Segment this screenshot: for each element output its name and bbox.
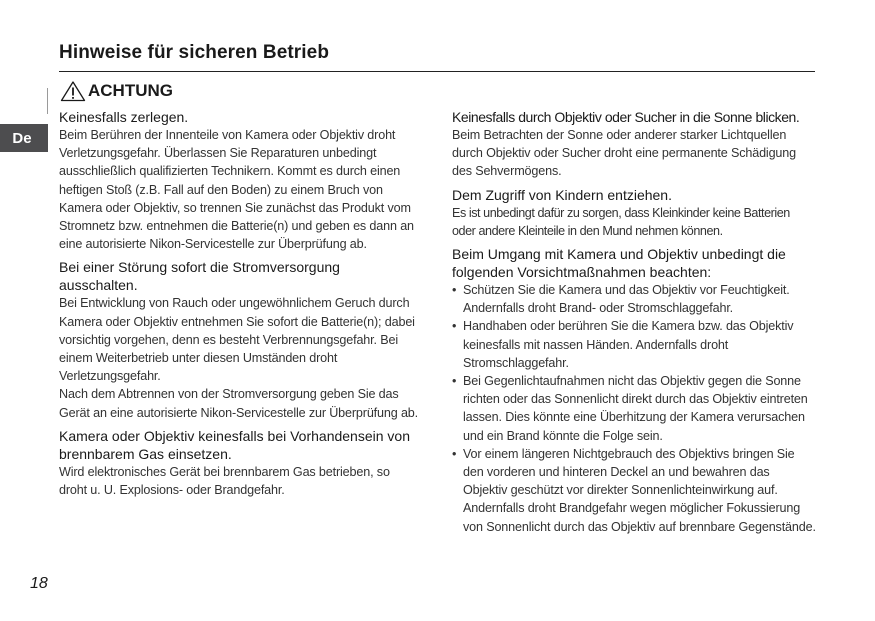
- page-title: Hinweise für sicheren Betrieb: [59, 42, 330, 63]
- list-item: • Bei Gegenlichtaufnahmen nicht das Objektiv gegen die Sonne richten oder das Sonnenlicht direkt durch das Objektiv eintreten lassen. Dies könnte eine Überhitzung der Kamera verursachen und ein Brand könnte die Folge sein.: [452, 372, 816, 445]
- section-sun: [452, 108, 816, 181]
- warning-triangle-icon: [60, 80, 86, 102]
- section-power-off: [59, 258, 421, 421]
- section-text: Beim Betrachten der Sonne oder anderer starker Lichtquellen durch Objektiv oder Sucher droht eine permanente Schädigung des Sehvermögens.: [452, 128, 796, 179]
- title-divider: [59, 71, 815, 72]
- section-heading: Keinesfalls zerlegen.: [59, 109, 189, 125]
- section-heading: Kamera oder Objektiv keinesfalls bei Vorhandensein von brennbarem Gas einsetzen.: [59, 427, 410, 462]
- list-item: • Vor einem längeren Nichtgebrauch des Objektivs bringen Sie den vorderen und hinteren Deckel an und bewahren das Objektiv geschützt vor direkter Sonnenlichteinwirkung auf. Andernfalls droht Brandgefahr wegen möglicher Fokussierung von Sonnenlicht durch das Objektiv auf brennbare Gegenstände.: [452, 445, 816, 536]
- right-column: [452, 108, 816, 536]
- section-heading: Keinesfalls durch Objektiv oder Sucher in die Sonne blicken.: [452, 109, 800, 125]
- language-tab: De: [0, 124, 48, 152]
- section-heading: Beim Umgang mit Kamera und Objektiv unbedingt die folgenden Vorsichtmaßnahmen beachten:: [452, 246, 786, 281]
- tab-edge-mark: [47, 88, 48, 114]
- section-children: [452, 186, 816, 240]
- list-item: • Schützen Sie die Kamera und das Objektiv vor Feuchtigkeit. Andernfalls droht Brand- oder Stromschlaggefahr.: [452, 281, 816, 317]
- caution-label: ACHTUNG: [88, 81, 173, 100]
- caution-header: [60, 80, 173, 102]
- page-number: 18: [30, 575, 48, 592]
- precautions-list: [452, 281, 816, 536]
- section-disassembly: [59, 108, 421, 253]
- section-text: Es ist unbedingt dafür zu sorgen, dass Kleinkinder keine Batterien oder andere Kleinteile in den Mund nehmen können.: [452, 205, 790, 238]
- section-text: Beim Berühren der Innenteile von Kamera oder Objektiv droht Verletzungsgefahr. Überlassen Sie Reparaturen unbedingt ausschließlich qualifizierten Technikern. Kommt es durch einen heftigen Stoß (z.B. Fall auf den Boden) zu einem Bruch von Kamera oder Objektiv, so trennen Sie zunächst das Produkt vom Stromnetz bzw. entnehmen die Batterie(n) und geben es dann an eine autorisierte Nikon-Servicestelle zur Überprüfung ab.: [59, 128, 414, 252]
- list-item: • Handhaben oder berühren Sie die Kamera bzw. das Objektiv keinesfalls mit nassen Händen. Andernfalls droht Stromschlaggefahr.: [452, 317, 816, 372]
- section-heading: Bei einer Störung sofort die Stromversorgung ausschalten.: [59, 259, 340, 294]
- left-column: [59, 108, 421, 499]
- section-flammable-gas: [59, 427, 421, 499]
- section-precautions: [452, 245, 816, 536]
- section-text: Wird elektronisches Gerät bei brennbarem Gas betrieben, so droht u. U. Explosions- oder Brandgefahr.: [59, 464, 390, 498]
- section-text: Bei Entwicklung von Rauch oder ungewöhnlichem Geruch durch Kamera oder Objektiv entnehmen Sie sofort die Batterie(n); dabei vorsichtig vorgehen, denn es besteht Verbrennungsgefahr. Bei einem Weiterbetrieb unter diesen Umständen droht Verletzungsgefahr.: [59, 296, 415, 384]
- section-text: Nach dem Abtrennen von der Stromversorgung geben Sie das Gerät an eine autorisierte Nikon-Servicestelle zur Überprüfung ab.: [59, 387, 419, 420]
- section-heading: Dem Zugriff von Kindern entziehen.: [452, 186, 672, 203]
